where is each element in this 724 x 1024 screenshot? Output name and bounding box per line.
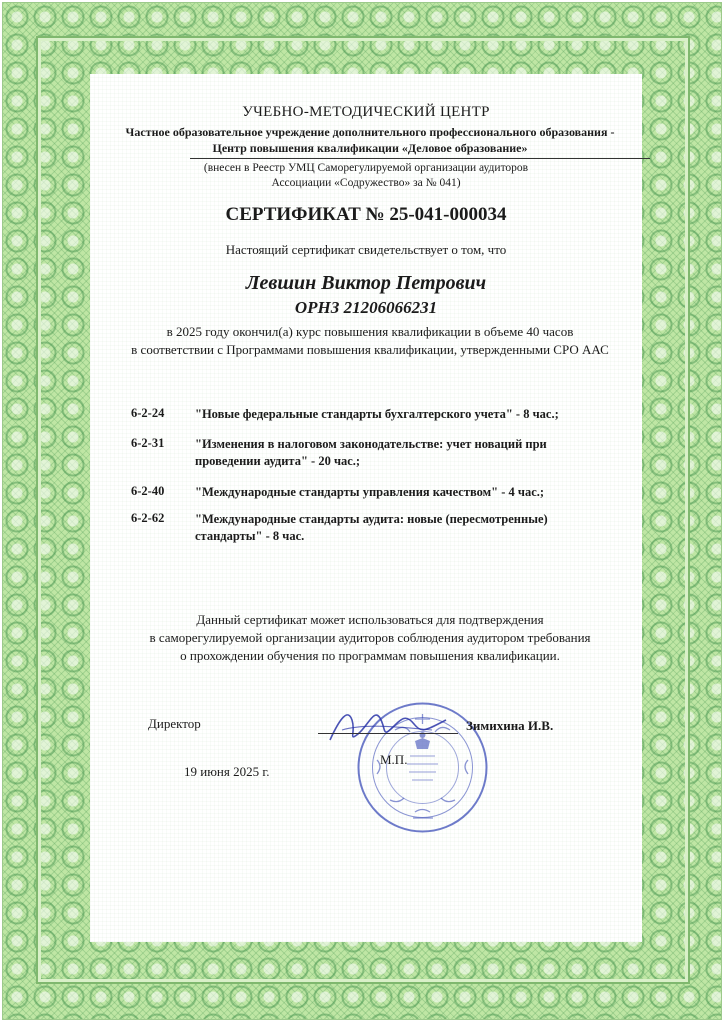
certificate-number: СЕРТИФИКАТ № 25-041-000034 bbox=[225, 204, 507, 225]
header-divider bbox=[190, 158, 650, 159]
program-title bbox=[195, 436, 625, 470]
course-description bbox=[70, 323, 670, 359]
organization-line-1: Частное образовательное учреждение дополнительного профессионального образования - bbox=[125, 125, 615, 139]
program-code: 6-2-24 bbox=[131, 406, 165, 420]
course-line-2: в соответствии с Программами повышения квалификации, утвержденными СРО ААС bbox=[131, 342, 609, 357]
seal-label: М.П. bbox=[380, 752, 408, 767]
registry-line-1: (внесен в Реестр УМЦ Саморегулируемой организации аудиторов bbox=[203, 162, 529, 174]
certificate-intro: Настоящий сертификат свидетельствует о том, что bbox=[225, 242, 507, 257]
issue-date: 19 июня 2025 г. bbox=[184, 764, 270, 779]
program-title bbox=[195, 484, 625, 501]
director-name: Зимихина И.В. bbox=[466, 718, 554, 733]
director-label: Директор bbox=[148, 716, 201, 731]
program-title-line-2: стандарты" - 8 час. bbox=[195, 529, 305, 543]
notice-line-3: о прохождении обучения по программам повышения квалификации. bbox=[180, 648, 560, 663]
program-code: 6-2-31 bbox=[131, 436, 165, 450]
program-title bbox=[195, 511, 625, 545]
program-title-line-1: "Международные стандарты аудита: новые (пересмотренные) bbox=[195, 512, 548, 526]
organization-name bbox=[70, 124, 670, 156]
signature-line bbox=[318, 733, 458, 734]
center-name: УЧЕБНО-МЕТОДИЧЕСКИЙ ЦЕНТР bbox=[242, 104, 490, 120]
registry-line-2: Ассоциации «Содружество» за № 041) bbox=[271, 177, 461, 189]
program-title-line-1: "Новые федеральные стандарты бухгалтерского учета" - 8 час.; bbox=[195, 407, 559, 421]
organization-line-2: Центр повышения квалификации «Деловое образование» bbox=[212, 141, 528, 155]
notice-line-2: в саморегулируемой организации аудиторов соблюдения аудитором требования bbox=[149, 630, 591, 645]
usage-notice bbox=[80, 611, 660, 665]
holder-ornz: ОРНЗ 21206066231 bbox=[294, 298, 438, 317]
program-title-line-1: "Международные стандарты управления качеством" - 4 час.; bbox=[195, 485, 545, 499]
program-title bbox=[195, 406, 625, 423]
director-signature bbox=[322, 700, 452, 750]
registry-note bbox=[90, 161, 642, 191]
course-line-1: в 2025 году окончил(а) курс повышения квалификации в объеме 40 часов bbox=[166, 324, 574, 339]
program-title-line-2: проведении аудита" - 20 час.; bbox=[195, 454, 361, 468]
holder-name: Левшин Виктор Петрович bbox=[245, 272, 487, 294]
program-code: 6-2-40 bbox=[131, 484, 165, 498]
notice-line-1: Данный сертификат может использоваться для подтверждения bbox=[196, 612, 544, 627]
program-title-line-1: "Изменения в налоговом законодательстве: учет новаций при bbox=[195, 437, 547, 451]
program-code: 6-2-62 bbox=[131, 511, 165, 525]
